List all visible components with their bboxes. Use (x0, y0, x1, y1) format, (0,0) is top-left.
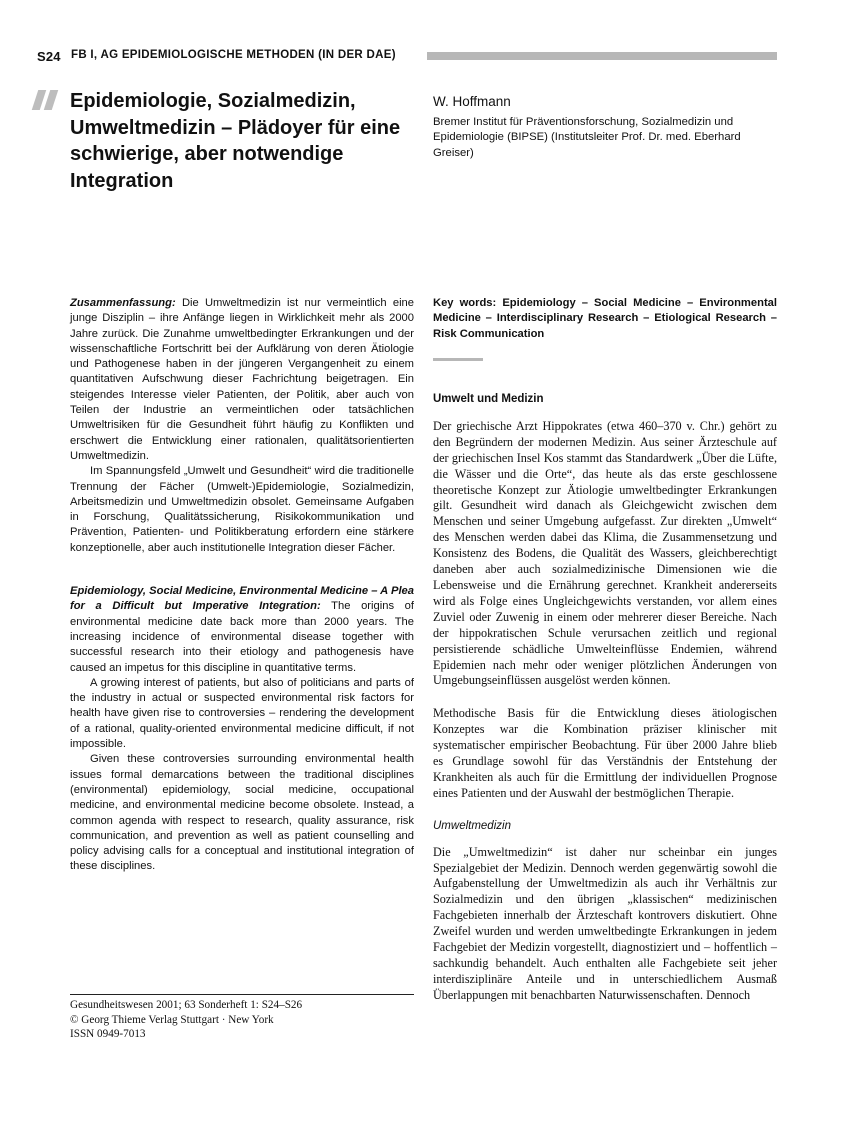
abstract-en-paragraph-3: Given these controversies surrounding environmental health issues formal demarcations between the traditional disciplines (environmental) epidemiology, social medicine, occupational medicine, and environmental medicine become obsolete. Instead, a common agenda with respect to research, quality assurance, risk communication, and prevention as well as patient counselling and policy advising calls for a conceptual and institutional integration of these disciplines. (70, 753, 414, 873)
article-title: Epidemiologie, Sozialmedizin, Umweltmedizin – Plädoyer für eine schwierige, aber notwendige Integration (70, 90, 401, 192)
abstract-en-text: The origins of environmental medicine date back more than 2000 years. The increasing incidence of environmental disease together with successful research into their etiology and pathogenesis have caused an impetus for this discipline in quantitative terms. (70, 600, 415, 674)
publication-footnote (70, 998, 414, 1042)
section-heading: Umwelt und Medizin (433, 393, 544, 405)
body-paragraph: Der griechische Arzt Hippokrates (etwa 460–370 v. Chr.) gehört zu den Begründern der modernen Medizin. Aus seiner Ärzteschule auf der griechischen Insel Kos stammt das Standardwerk „Über die Lüfte, die Wässer und die Orte“, das heute als das erste geschlossene theoretische Konzept zur Ätiologie umweltbedingter Erkrankungen gilt. Gesundheit wird danach als Gleichgewicht zwischen dem Menschen und seiner Umgebung aufgefasst. Zur direkten „Umwelt“ des Menschen werden dabei das Klima, die Zusammensetzung und Konsistenz des Bodens, die Qualität des Wassers, gleichberechtigt daneben aber auch sozialmedizinische Dimensionen wie die Lebensweise und die Ernährung gerechnet. Krankheit andererseits wird als Folge eines Ungleichgewichts verstanden, vor allem eines Zuviel oder Zuwenig in einem oder mehrerer dieser Bereiche. Nach der hippokratischen Schule verursachen zeitlich und regional persistierende schädliche Umwelteinflüsse Endemien, während Epidemien nach mehr oder weniger plötzlichen Änderungen von Umgebungseinflüssen ausgelöst werden können. (433, 418, 777, 688)
running-header (37, 47, 777, 67)
abstract-en-paragraph-2: A growing interest of patients, but also of politicians and parts of the industry in actual or suspected environmental risk factors for health have given rise to controversies – rendering the development of a rational, quality-oriented environmental medicine difficult, if not impossible. (70, 676, 414, 751)
abstract-en-paragraph (70, 584, 414, 676)
author: W. Hoffmann (433, 94, 511, 109)
title-marker-icon (35, 90, 59, 115)
keywords-separator (433, 358, 483, 361)
body-paragraph: Die „Umweltmedizin“ ist daher nur scheinbar ein junges Spezialgebiet der Medizin. Dennoch werden gegenwärtig sowohl die Aufgabenstellung der Umweltmedizin als auch ihr Verhältnis zur Sozialmedizin und den übrigen „klassischen“ medizinischen Fachgebieten innerhalb der Ärzteschaft kontrovers diskutiert. Ohne Zweifel wurden und werden umweltbedingte Erkrankungen in jedem Fachgebiet der Medizin vorgestellt, diagnostiziert und – hoffentlich – sachkundig behandelt. Auch enthalten alle Fachgebiete seit jeher interdisziplinäre Anteile und in unterschiedlichem Ausmaß Überlappungen mit benachbarten Naturwissenschaften. Dennoch (433, 844, 777, 1002)
abstract-de-label: Zusammenfassung: (70, 297, 176, 309)
affiliation: Bremer Institut für Präventionsforschung, Sozialmedizin und Epidemiologie (BIPSE) (Institutsleiter Prof. Dr. med. Eberhard Greiser) (433, 116, 741, 159)
keywords-text: Epidemiology – Social Medicine – Environmental Medicine – Interdisciplinary Research – Etiological Research – Risk Communication (433, 297, 777, 340)
footnote-rule (70, 994, 414, 995)
subsection-heading: Umweltmedizin (433, 819, 511, 832)
page-number: S24 (37, 49, 61, 64)
header-bar (427, 52, 777, 60)
body-paragraph: Methodische Basis für die Entwicklung dieses ätiologischen Konzeptes war die Kombination präziser klinischer mit systematischer empirischer Beobachtung. Für über 2000 Jahre blieb es Grundlage sowohl für das Verständnis der Entstehung der Krankheiten als auch für die Ermittlung der individuellen Prognose eines Patienten und der Auswahl der bestmöglichen Therapie. (433, 706, 777, 800)
issn-line: ISSN 0949-7013 (70, 1028, 146, 1040)
abstract-en-label: Epidemiology, Social Medicine, Environmental Medicine – A Plea for a Difficult but Imperative Integration: (70, 585, 414, 613)
abstract-de-text: Die Umweltmedizin ist nur vermeintlich eine junge Disziplin – ihre Anfänge liegen in Wirklichkeit mehr als 2000 Jahre zurück. Die Zunahme umweltbedingter Erkrankungen und der wissenschaftliche Fortschritt bei der Aufklärung von deren Ätiologie und Pathogenese haben in der jüngeren Vergangenheit zu einem quantitativen Aufschwung dieser Fachrichtung beigetragen. Ein steigendes Interesse vieler Patienten, der Politik, aber auch von Teilen der Industrie an vermeintlichen oder tatsächlichen Umweltrisiken für die Gesundheit führt häufig zu Konflikten und erschwert die Entwicklung einer rationalen, qualitätsorientierten Umweltmedizin. (70, 297, 414, 462)
section-header: FB I, AG EPIDEMIOLOGISCHE METHODEN (IN DER DAE) (71, 49, 396, 61)
abstract-de-paragraph (70, 296, 414, 464)
copyright-line: © Georg Thieme Verlag Stuttgart · New York (70, 1013, 274, 1026)
abstract-de-paragraph-2: Im Spannungsfeld „Umwelt und Gesundheit“ wird die traditionelle Trennung der Fächer (Umwelt-)Epidemiologie, Sozialmedizin, Arbeitsmedizin und Umweltmedizin obsolet. Gemeinsame Aufgaben in Forschung, Qualitätssicherung, Risikokommunikation und Prävention, Patienten- und Politikberatung erfordern eine stärkere konzeptionelle, aber auch institutionelle Integration dieser Fächer. (70, 465, 414, 554)
keywords-label: Key words: (433, 297, 497, 309)
body-column (433, 392, 777, 1004)
keywords (433, 296, 777, 342)
journal-citation: Gesundheitswesen 2001; 63 Sonderheft 1: S24–S26 (70, 999, 303, 1011)
abstracts-column (70, 296, 414, 875)
